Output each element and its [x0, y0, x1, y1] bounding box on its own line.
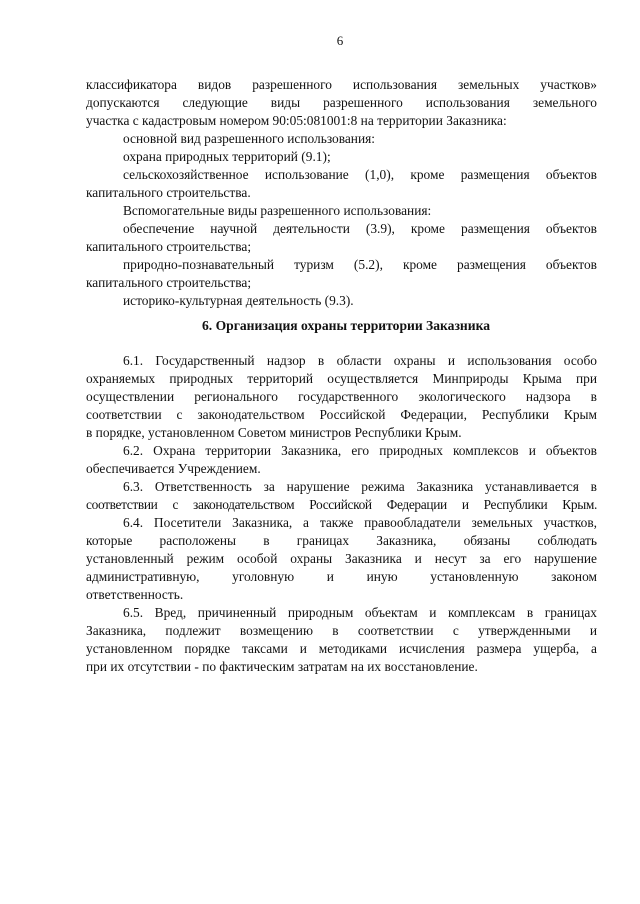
- paragraph-line: сельскохозяйственное использование (1,0), кроме размещения объектов: [123, 167, 597, 182]
- paragraph-line: осуществлении регионального государственного экологического надзора в: [86, 389, 597, 404]
- paragraph-line: которые расположены в границах Заказника, обязаны соблюдать: [86, 533, 597, 548]
- page-number: 6: [336, 33, 344, 48]
- paragraph-line: обеспечивается Учреждением.: [86, 461, 261, 476]
- paragraph-line: 6.3. Ответственность за нарушение режима Заказника устанавливается в: [123, 479, 597, 494]
- paragraph-line: 6.2. Охрана территории Заказника, его природных комплексов и объектов: [123, 443, 597, 458]
- paragraph-line: капитального строительства;: [86, 275, 252, 290]
- section-heading: 6. Организация охраны территории Заказника: [201, 318, 491, 333]
- paragraph-line: соответствии с законодательством Российской Федерации и Республики Крым.: [86, 497, 597, 512]
- paragraph-line: охрана природных территорий (9.1);: [123, 149, 331, 164]
- paragraph-line: основной вид разрешенного использования:: [123, 131, 376, 146]
- paragraph-line: 6.4. Посетители Заказника, а также правообладатели земельных участков,: [123, 515, 597, 530]
- paragraph-line: охраняемых природных территорий осуществляется Минприроды Крыма при: [86, 371, 597, 386]
- paragraph-line: установленный режим особой охраны Заказника и несут за его нарушение: [86, 551, 597, 566]
- paragraph-line: при их отсутствии - по фактическим затратам на их восстановление.: [86, 659, 478, 674]
- paragraph-line: административную, уголовную и иную установленную законом: [86, 569, 597, 584]
- paragraph-line: капитального строительства.: [86, 185, 251, 200]
- paragraph-line: в порядке, установленном Советом министров Республики Крым.: [86, 425, 462, 440]
- paragraph-line: 6.1. Государственный надзор в области охраны и использования особо: [123, 353, 597, 368]
- paragraph-line: допускаются следующие виды разрешенного использования земельного: [86, 95, 597, 110]
- paragraph-line: соответствии с законодательством Российской Федерации, Республики Крым: [86, 407, 597, 422]
- paragraph-line: капитального строительства;: [86, 239, 252, 254]
- paragraph-line: Вспомогательные виды разрешенного использования:: [123, 203, 432, 218]
- paragraph-line: Заказника, подлежит возмещению в соответствии с утвержденными и: [86, 623, 597, 638]
- paragraph-line: обеспечение научной деятельности (3.9), кроме размещения объектов: [123, 221, 597, 236]
- paragraph-line: 6.5. Вред, причиненный природным объектам и комплексам в границах: [123, 605, 597, 620]
- paragraph-line: классификатора видов разрешенного использования земельных участков»: [86, 77, 597, 92]
- paragraph-line: участка с кадастровым номером 90:05:081001:8 на территории Заказника:: [86, 113, 507, 128]
- paragraph-line: ответственность.: [86, 587, 184, 602]
- paragraph-line: историко-культурная деятельность (9.3).: [123, 293, 354, 308]
- paragraph-line: установленном порядке таксами и методиками исчисления размера ущерба, а: [86, 641, 597, 656]
- paragraph-line: природно-познавательный туризм (5.2), кроме размещения объектов: [123, 257, 597, 272]
